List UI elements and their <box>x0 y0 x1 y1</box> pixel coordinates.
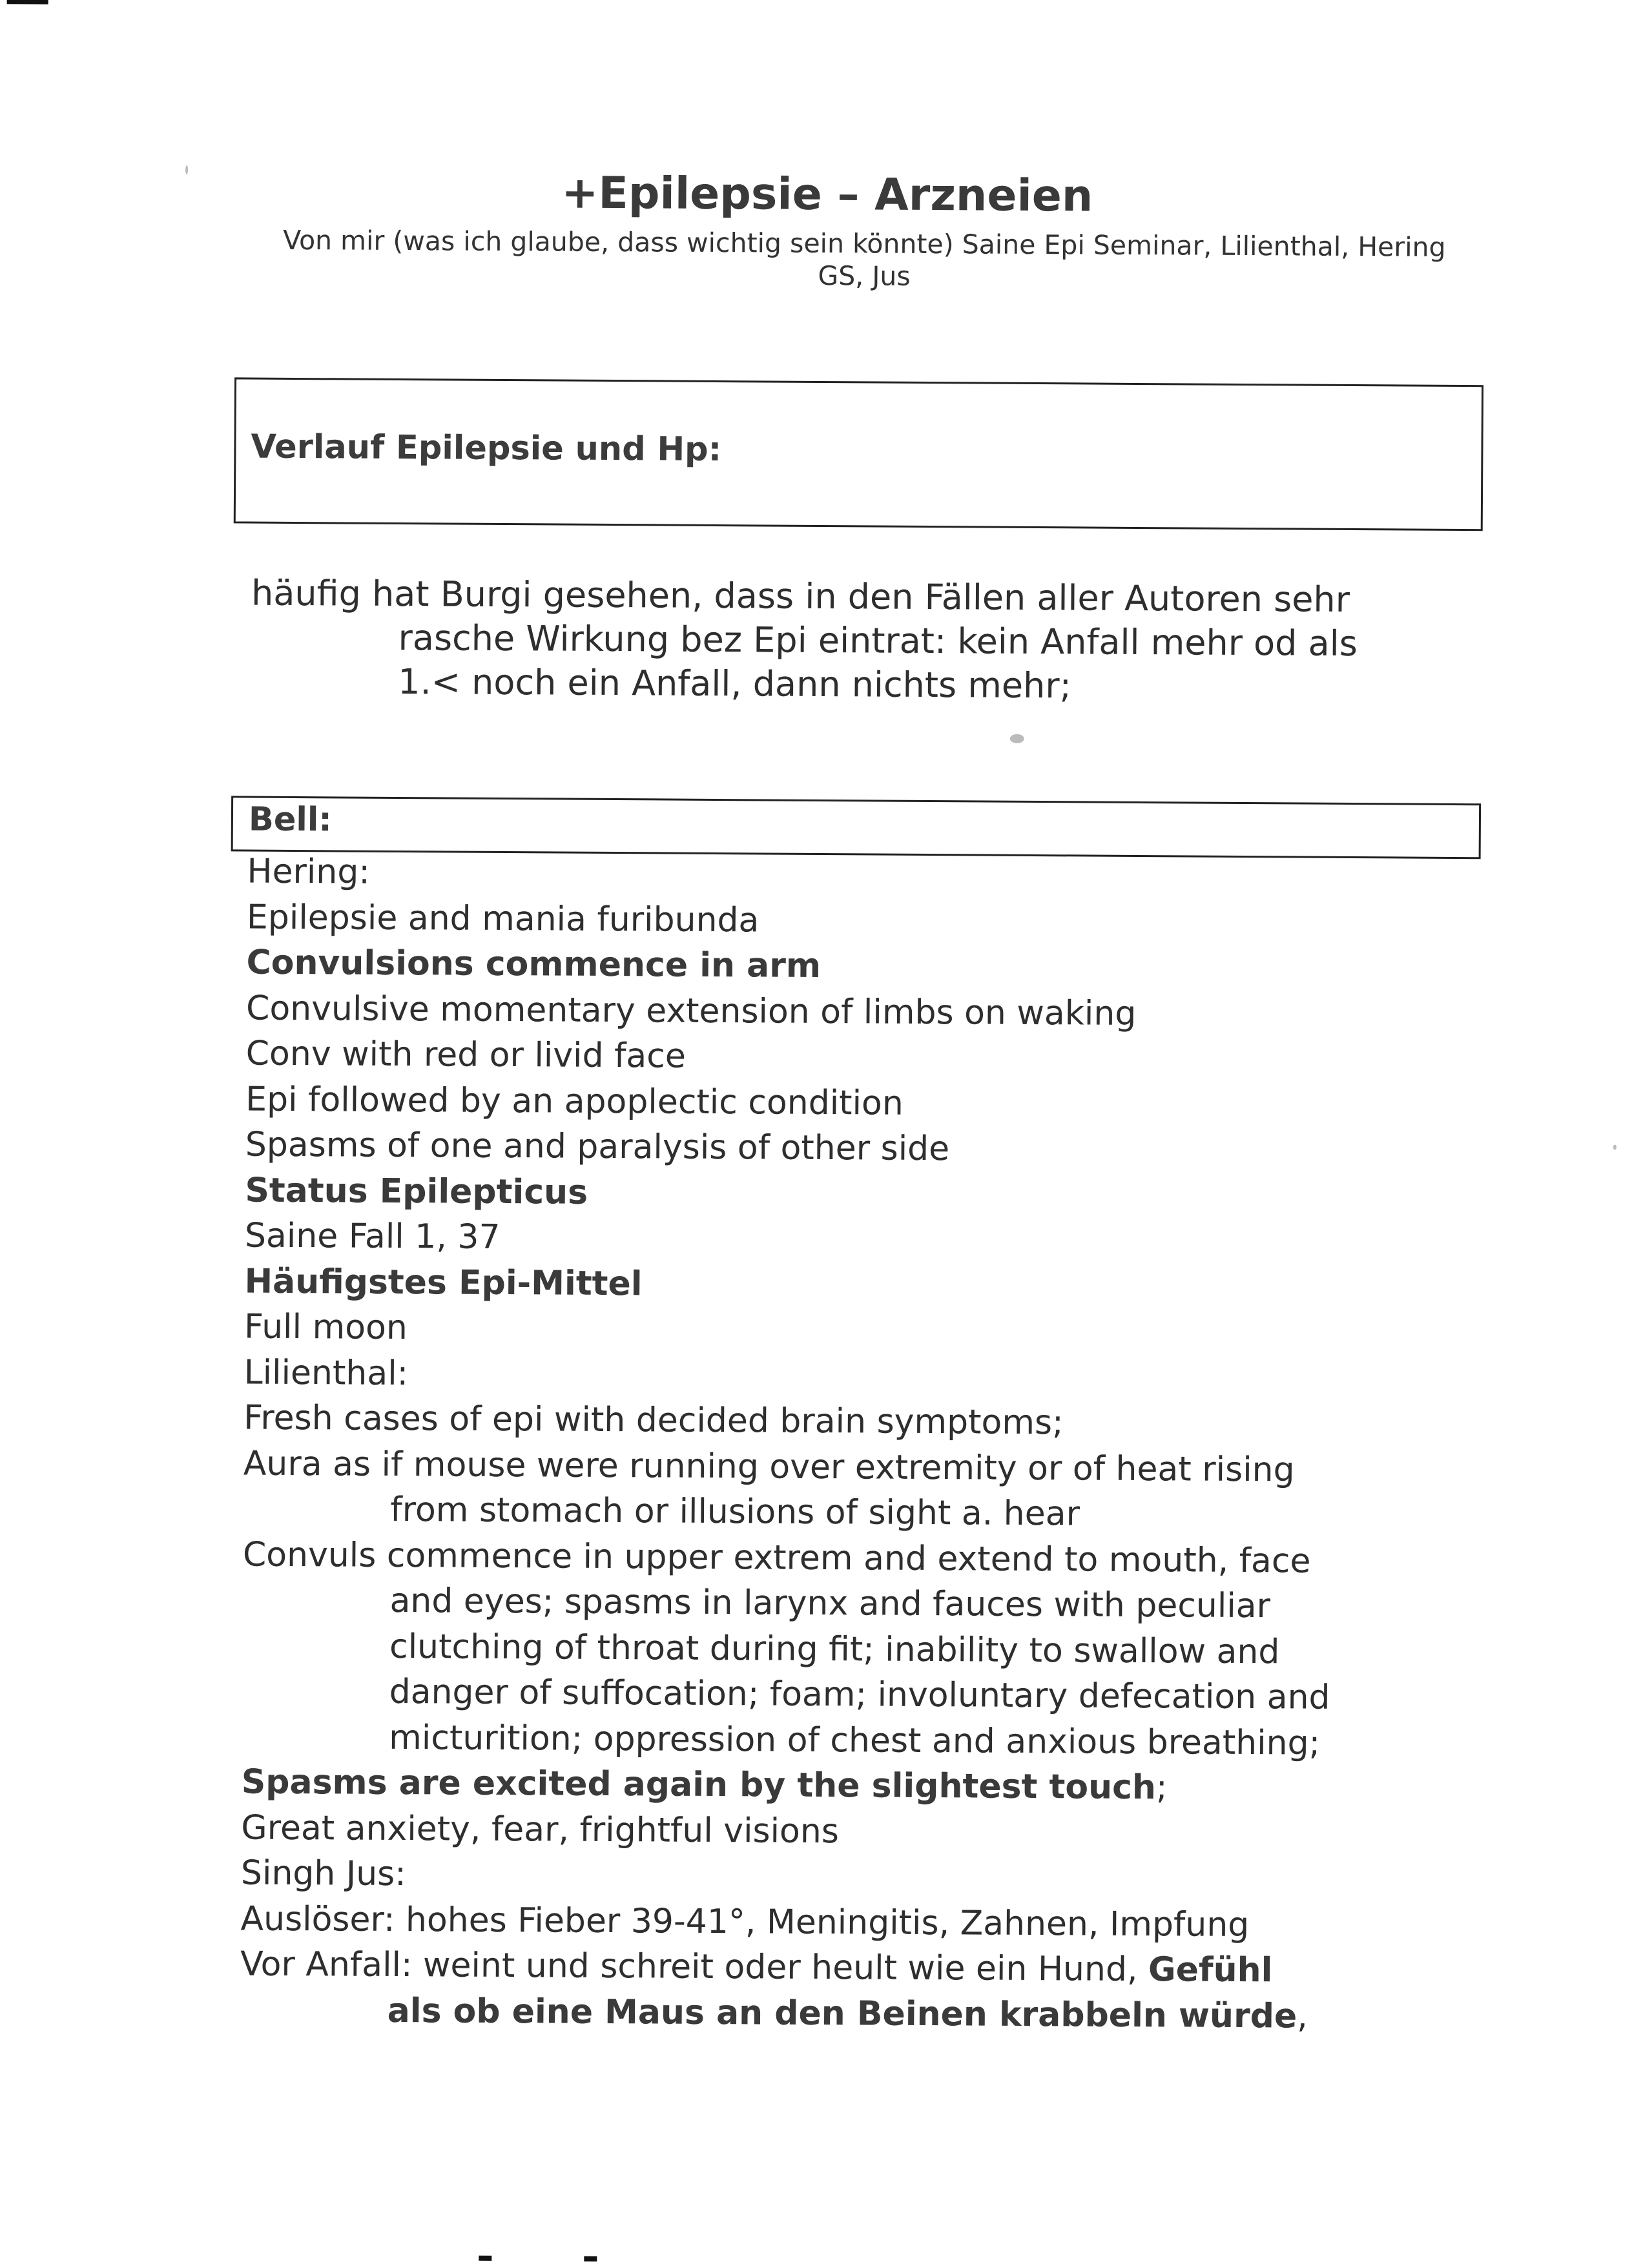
content-line <box>245 1122 1505 1175</box>
content-line <box>247 894 1506 947</box>
content-line <box>243 1532 1502 1585</box>
paragraph-line: häufig hat Burgi gesehen, dass in den Fällen aller Autoren sehr <box>251 572 1350 620</box>
content-line <box>245 1213 1504 1266</box>
line-text: Lilienthal: <box>243 1353 409 1393</box>
paragraph-line: 1.< noch ein Anfall, dann nichts mehr; <box>398 661 1071 706</box>
line-text: Auslöser: hohes Fieber 39-41°, Meningitis, Zahnen, Impfung <box>240 1899 1250 1944</box>
content-line <box>245 1168 1504 1221</box>
punctuation: , <box>1297 1997 1308 2036</box>
content-line <box>244 1259 1504 1312</box>
line-text: Epi followed by an apoplectic condition <box>245 1080 904 1123</box>
emphasized-text: Convulsions commence in arm <box>246 943 822 985</box>
line-text: danger of suffocation; foam; involuntary defecation and <box>389 1672 1330 1717</box>
emphasized-text: Spasms are excited again by the slightest touch <box>241 1762 1157 1808</box>
content-line <box>240 1987 1499 2040</box>
line-text: Great anxiety, fear, frightful visions <box>241 1808 840 1851</box>
verlauf-paragraph <box>251 572 1358 710</box>
emphasized-text: Häufigstes Epi-Mittel <box>244 1262 643 1303</box>
paragraph-line: rasche Wirkung bez Epi eintrat: kein Anfall mehr od als <box>398 617 1358 665</box>
scan-edge-mark <box>584 2256 597 2262</box>
content-line <box>243 1396 1503 1448</box>
line-text: micturition; oppression of chest and anxious breathing; <box>389 1718 1321 1763</box>
line-text: Conv with red or livid face <box>245 1034 687 1076</box>
punctuation: ; <box>1155 1768 1168 1808</box>
line-text: Saine Fall 1, 37 <box>244 1216 501 1257</box>
line-text: Convulsive momentary extension of limbs on waking <box>245 989 1137 1033</box>
content-line <box>242 1578 1502 1631</box>
section-heading-verlauf: Verlauf Epilepsie und Hp: <box>251 428 722 469</box>
content-line <box>240 1896 1500 1949</box>
page-subtitle: Von mir (was ich glaube, dass wichtig sein könnte) Saine Epi Seminar, Lilienthal, Hering GS, Jus <box>283 224 1446 292</box>
content-line <box>244 1304 1504 1357</box>
section-heading-bell: Bell: <box>248 800 332 840</box>
content-line <box>242 1623 1502 1676</box>
emphasized-text: Gefühl <box>1148 1950 1273 1990</box>
content-line <box>242 1714 1501 1767</box>
scan-speck <box>1010 734 1024 743</box>
content-line <box>246 1031 1505 1084</box>
content-line <box>247 849 1506 902</box>
line-text: and eyes; spasms in larynx and fauces with peculiar <box>389 1581 1271 1626</box>
line-text: clutching of throat during fit; inability to swallow and <box>389 1627 1280 1671</box>
emphasized-text: als ob eine Maus an den Beinen krabbeln würde <box>387 1991 1297 2036</box>
content-line <box>241 1805 1500 1858</box>
page-title: +Epilepsie – Arzneien <box>561 167 1093 222</box>
content-line <box>246 985 1505 1038</box>
line-text: Aura as if mouse were running over extremity or of heat rising <box>243 1444 1295 1489</box>
content-line <box>242 1669 1501 1722</box>
scan-edge-mark <box>7 0 48 5</box>
line-text: from stomach or illusions of sight a. hear <box>390 1490 1080 1534</box>
line-text: Hering: <box>247 852 371 892</box>
content-line <box>240 1942 1500 1995</box>
content-line <box>243 1441 1503 1494</box>
content-line <box>241 1851 1500 1904</box>
line-text: Epilepsie and mania furibunda <box>246 898 760 940</box>
scan-edge-mark <box>479 2256 491 2261</box>
line-text: Full moon <box>243 1307 408 1348</box>
content-line <box>246 940 1505 993</box>
content-line <box>243 1350 1503 1403</box>
bell-content <box>240 849 1506 2041</box>
line-text: Spasms of one and paralysis of other side <box>245 1125 950 1169</box>
line-text: Vor Anfall: weint und schreit oder heult wie ein Hund, <box>240 1944 1149 1990</box>
line-text: Singh Jus: <box>240 1853 406 1894</box>
emphasized-text: Status Epilepticus <box>245 1171 588 1212</box>
scan-speck <box>1613 1144 1617 1149</box>
content-line <box>245 1077 1505 1129</box>
content-line <box>243 1487 1502 1540</box>
content-line <box>242 1760 1501 1813</box>
line-text: Convuls commence in upper extrem and extend to mouth, face <box>242 1535 1311 1581</box>
line-text: Fresh cases of epi with decided brain symptoms; <box>243 1398 1064 1443</box>
